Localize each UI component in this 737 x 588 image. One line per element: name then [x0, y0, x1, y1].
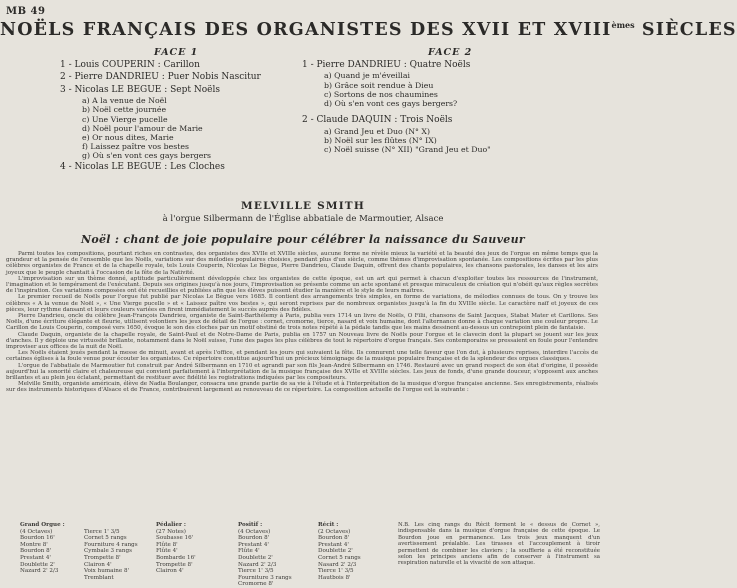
- spec-stop: (27 Notes): [156, 528, 186, 535]
- spec-stop: Doublette 2': [238, 554, 273, 561]
- spec-stop: Trompette 8': [84, 554, 121, 561]
- spec-stop: (2 Octaves): [318, 528, 351, 535]
- spec-stop: Prestant 4': [20, 554, 51, 561]
- spec-stop: Nasard 2' 2/3: [318, 561, 357, 568]
- spec-stop: Bourdon 8': [238, 535, 270, 542]
- spec-stop: Clairon 4': [84, 561, 112, 568]
- spec-col-grand-orgue-2: [84, 522, 138, 581]
- spec-stop: Flûte 4': [156, 548, 178, 555]
- track-item: 1 - Pierre DANDRIEU : Quatre Noëls: [302, 60, 471, 70]
- spec-stop: Cymbale 3 rangs: [84, 548, 132, 555]
- spec-stop: Bourdon 8': [318, 535, 350, 542]
- track-item: 1 - Louis COUPERIN : Carillon: [60, 60, 200, 70]
- sub-track-item: d) Noël pour l'amour de Marie: [82, 123, 203, 133]
- album-title-superscript: èmes: [611, 20, 635, 30]
- sub-track-item: c) Une Vierge pucelle: [82, 114, 168, 124]
- spec-stop: Fourniture 4 rangs: [84, 541, 138, 548]
- liner-paragraph: L'improvisation sur un thème donné, aptitude particulièrement développée chez les organistes de cette époque, est un art qui permet à chacun d'exploiter toutes les ressources de l'instrument, l'imagination et le tempérament de l'exécutant. Depuis ses origines jusqu'à nos jours, l'improvisation se présente comme un acte spontané et presque miraculeux de création qui n'obéit qu'aux règles secrètes de l'inspiration. Ces variations composées ont été recueillies et publiées afin que les élèves puissent étudier la manière et le style de leurs maîtres.: [6, 275, 598, 295]
- face1-heading: FACE 1: [154, 47, 199, 58]
- liner-paragraph: Melville Smith, organiste américain, élève de Nadia Boulanger, consacra une grande partie de sa vie à l'étude et à l'interprétation de la musique d'orgue française ancienne. Ses enregistrements, réalisés sur des instruments historiques d'Alsace et de France, contribuèrent largement au renouveau de ce répertoire. La composition actuelle de l'orgue est la suivante :: [6, 381, 598, 394]
- spec-stop: Bourdon 8': [20, 548, 52, 555]
- spec-heading: Pédalier :: [156, 522, 186, 528]
- sub-track-item: e) Or nous dites, Marie: [82, 133, 174, 143]
- spec-col-recit: [318, 522, 361, 581]
- track-item: 3 - Nicolas LE BEGUE : Sept Noëls: [60, 84, 220, 95]
- sub-track-item: g) Où s'en vont ces gays bergers: [82, 151, 212, 161]
- liner-paragraph: Parmi toutes les compositions, pourtant riches en contrastes, des organistes des XVIIe et XVIIIe siècles, aucune forme ne révèle mieux la variété et la beauté des jeux de l'orgue en même temps que la grandeur et la pensée de l'ensemble que les Noëls, variations sur des mélodies populaires choisies, pendant plus d'un siècle, comme thèmes d'improvisation spontanée. Les compositions écrites par les plus célèbres organistes de France et de la chapelle royale, tels Louis Couperin, Nicolas Le Bègue, Pierre Dandrieu, Claude Daquin, offrent des chants populaires, les chansons pastorales, les danses et les airs joyeux que le peuple chantait à l'occasion de la fête de la Nativité.: [6, 251, 598, 276]
- spec-col-positif: [238, 522, 292, 588]
- track-item: 2 - Pierre DANDRIEU : Puer Nobis Nascitur: [60, 72, 261, 83]
- liner-paragraph: Le premier recueil de Noëls pour l'orgue fut publié par Nicolas Le Bègue vers 1685. Il contient des arrangements très simples, en forme de variations, de mélodies connues de tous. On y trouve les célèbres « A la venue de Noël », « Une Vierge pucelle » et « Laissez paître vos bestes », qui seront reprises par de nombreux organistes jusqu'à la fin du XVIIIe siècle. Le caractère naïf et joyeux de ces pièces, leur rythme dansant et leurs couleurs variées en firent immédiatement le succès auprès des fidèles.: [6, 294, 598, 313]
- spec-stop: Voix humaine 8': [84, 568, 130, 575]
- spec-stop: Trompette 8': [156, 561, 193, 568]
- spec-spacer: [84, 522, 138, 529]
- sub-track-item: c) Sortons de nos chaumines: [324, 89, 438, 99]
- spec-stop: Tierce 1' 3/5: [318, 568, 354, 575]
- sub-track-item: f) Laissez paître vos bestes: [82, 142, 189, 152]
- spec-stop: Flûte 4': [238, 548, 260, 555]
- sub-track-item: b) Noël sur les flûtes (N° IX): [324, 135, 437, 145]
- sub-track-item: c) Noël suisse (N° XII) "Grand Jeu et Duo": [324, 145, 491, 155]
- spec-stop: Doublette 2': [20, 561, 55, 568]
- performer-block: [0, 200, 606, 224]
- face2-heading: FACE 2: [428, 47, 473, 58]
- track-item: 2 - Claude DAQUIN : Trois Noëls: [302, 115, 453, 126]
- spec-stop: Bombarde 16': [156, 554, 196, 561]
- catalog-number: MB 49: [6, 6, 46, 17]
- spec-stop: Flûte 8': [156, 541, 178, 548]
- spec-stop: (4 Octaves): [20, 528, 53, 535]
- face2-track-list: [302, 59, 491, 154]
- spec-stop: Montre 8': [20, 541, 48, 548]
- spec-stop: Cornet 5 rangs: [318, 554, 361, 561]
- spec-col-pedalier: [156, 522, 196, 575]
- album-title: [0, 20, 737, 40]
- spec-stop: Fourniture 3 rangs: [238, 574, 292, 581]
- liner-paragraph: Les Noëls étaient joués pendant la messe de minuit, avant et après l'office, et pendant les jours qui suivaient la fête. Ils connurent une telle faveur que l'on dut, à plusieurs reprises, interdire l'accès de certaines églises à la foule venue pour écouter les organistes. Ce répertoire constitue aujourd'hui un précieux témoignage de la musique populaire française et de la splendeur des orgues classiques.: [6, 350, 598, 363]
- spec-stop: Cornet 5 rangs: [84, 535, 127, 542]
- spec-stop: Tierce 1' 3/5: [238, 568, 274, 575]
- spec-stop: Soubasse 16': [156, 535, 194, 542]
- liner-paragraph: L'orgue de l'abbatiale de Marmoutier fut construit par André Silbermann en 1710 et agrandi par son fils Jean-André Silbermann en 1746. Restauré avec un grand respect de son état d'origine, il possède aujourd'hui la sonorité claire et chaleureuse qui convient parfaitement à l'interprétation de la musique française des XVIIe et XVIIIe siècles. Les jeux de fonds, d'une grande douceur, s'opposent aux anches brillantes et au plein jeu éclatant, permettant de restituer avec fidélité les registrations indiquées par les compositeurs.: [6, 362, 598, 382]
- liner-notes: [6, 251, 598, 523]
- track-item: 4 - Nicolas LE BEGUE : Les Cloches: [60, 161, 225, 172]
- spec-heading: Positif :: [238, 522, 263, 528]
- nb-note: N.B. Les cinq rangs du Récit forment le « dessus de Cornet », indispensable dans la musique d'orgue française de cette époque. Le Bourdon joue en permanence. Les trois jeux manquent d'un avertissement préalable. Les tirasses et l'accouplement à tiroir permettent de combiner les claviers ; la soufflerie a été reconstituée selon les principes anciens afin de conserver à l'instrument sa respiration naturelle et la vivacité de son attaque.: [398, 522, 600, 567]
- sub-track-item: a) Grand Jeu et Duo (N° X): [324, 126, 431, 136]
- sub-track-item: b) Grâce soit rendue à Dieu: [324, 80, 434, 90]
- spec-stop: Bourdon 16': [20, 535, 55, 542]
- sub-track-item: b) Noël cette journée: [82, 105, 167, 115]
- spec-stop: Cromorne 8': [238, 581, 274, 588]
- spec-stop: Prestant 4': [238, 541, 269, 548]
- spec-stop: Nazard 2' 2/3: [238, 561, 277, 568]
- album-title-end: SIÈCLES: [634, 20, 737, 40]
- performer-name: MELVILLE SMITH: [241, 200, 365, 212]
- sub-track-item: d) Où s'en vont ces gays bergers?: [324, 99, 458, 109]
- performer-instrument: à l'orgue Silbermann de l'Église abbatiale de Marmoutier, Alsace: [162, 214, 444, 224]
- spec-stop: Tremblant: [84, 574, 114, 581]
- liner-subtitle: Noël : chant de joie populaire pour célébrer la naissance du Sauveur: [81, 233, 525, 246]
- spec-stop: (4 Octaves): [238, 528, 271, 535]
- spec-stop: Clairon 4': [156, 568, 184, 575]
- liner-paragraph: Claude Daquin, organiste de la chapelle royale, de Saint-Paul et de Notre-Dame de Paris, publia en 1757 un Nouveau livre de Noëls pour l'orgue et le clavecin dont la plupart se jouent sur les jeux d'anches. Il y déploie une virtuosité brillante, notamment dans le Noël suisse, l'une des pages les plus célèbres de tout le répertoire d'orgue français. Ses contemporains se pressaient en foule pour l'entendre improviser aux offices de la nuit de Noël.: [6, 331, 598, 351]
- sub-track-item: a) Quand je m'éveillai: [324, 71, 411, 81]
- spec-col-grand-orgue: [20, 522, 65, 575]
- spec-heading: Grand Orgue :: [20, 522, 65, 528]
- spec-stop: Prestant 4': [318, 541, 349, 548]
- spec-stop: Tierce 1' 3/5: [84, 528, 120, 535]
- spec-stop: Doublette 2': [318, 548, 353, 555]
- spec-stop: Nazard 2' 2/3: [20, 568, 59, 575]
- sub-track-item: a) A la venue de Noël: [82, 96, 167, 106]
- album-title-main: NOËLS FRANÇAIS DES ORGANISTES DES XVII ET XVIII: [0, 20, 612, 40]
- spec-stop: Hautbois 8': [318, 574, 351, 581]
- face1-track-list: [60, 59, 261, 173]
- spec-heading: Récit :: [318, 522, 339, 528]
- liner-paragraph: Pierre Dandrieu, oncle du célèbre Jean-François Dandrieu, organiste de Saint-Barthélemy à Paris, publia vers 1714 un livre de Noëls, O Filii, chansons de Saint Jacques, Stabat Mater et Carillons. Ses Noëls, d'une écriture élégante et fleurie, utilisent volontiers les jeux de détail de l'orgue : cornet, cromorne, tierce, nasard et voix humaine, dont l'alternance donne à chaque variation une couleur propre. Le Carillon de Louis Couperin, composé vers 1650, évoque le son des cloches par un motif obstiné de trois notes répété à la pédale tandis que les mains dessinent au-dessus un contrepoint plein de fantaisie.: [6, 313, 598, 332]
